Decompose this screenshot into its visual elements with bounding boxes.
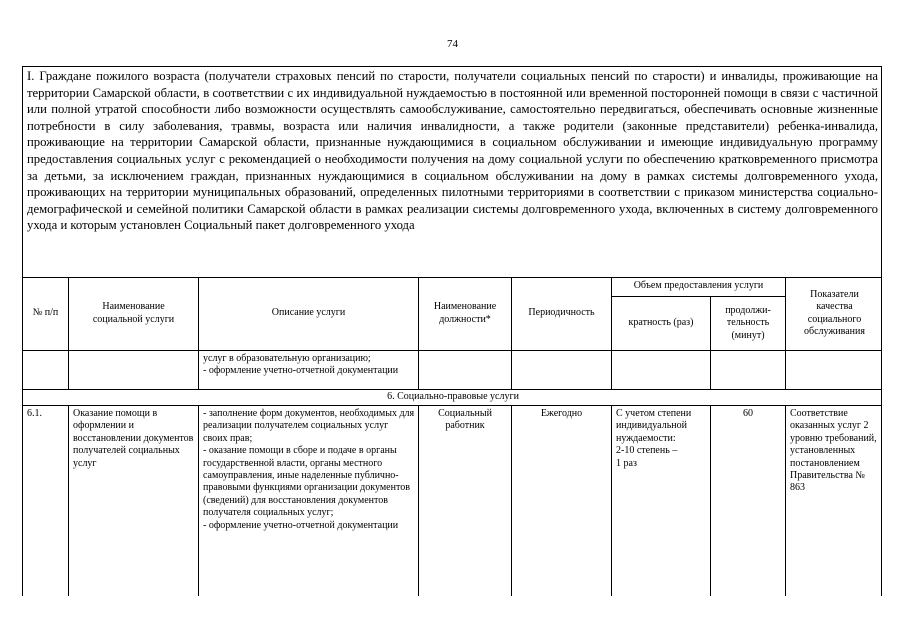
header-periodicity: Периодичность <box>528 307 595 319</box>
header-num: № п/п <box>32 307 59 319</box>
page-number: 74 <box>447 38 458 50</box>
continuation-description: услуг в образовательную организацию; - оформление учетно-отчетной документации <box>203 353 399 377</box>
header-duration: продолжи-тельность (минут) <box>725 304 771 341</box>
rule-header-bottom <box>23 350 882 351</box>
header-description: Описание услуги <box>271 307 346 319</box>
row-divider-4 <box>511 405 512 596</box>
row-position: Социальный работник <box>438 408 492 432</box>
row-quality: Соответствие оказанных услуг 2 уровню требований, установленных постановлением Правительства № 863 <box>790 408 877 494</box>
header-quality: Показатели качества социального обслуживания <box>804 288 865 337</box>
row-service-name: Оказание помощи в оформлении и восстановлении документов получателей социальных услуг <box>73 408 194 469</box>
header-position: Наименование должности* <box>433 301 497 325</box>
row-description: - заполнение форм документов, необходимых для реализации получателем социальных услуг своих прав; - оказание помощи в сборе и подаче в органы государственной власти, органы местного самоуправления, иные наделенные публично-правовыми функциями организации документов (сведений) для восстановления документов получателя социальных услуг; - оформление учетно-отчетной документации <box>203 408 415 531</box>
section-title: 6. Социально-правовые услуги <box>387 391 519 403</box>
row-frequency: С учетом степени индивидуальной нуждаемости: 2-10 степень – 1 раз <box>616 408 692 469</box>
row-duration: 60 <box>743 408 753 419</box>
row-periodicity: Ежегодно <box>540 408 583 419</box>
row-divider-6 <box>710 405 711 596</box>
row-num: 6.1. <box>27 408 42 419</box>
header-frequency: кратность (раз) <box>628 317 694 329</box>
row-divider-3 <box>418 405 419 596</box>
header-volume: Объем предоставления услуги <box>633 280 764 292</box>
header-service-name: Наименование социальной услуги <box>92 301 175 325</box>
document-table <box>22 66 882 596</box>
category-description: I. Граждане пожилого возраста (получатели страховых пенсий по старости, получатели социальных пенсий по старости) и инвалиды, проживающие на территории Самарской области, в соответствии с их индивидуальной нуждаемостью в постоянной или временной посторонней помощи в связи с частичной или полной утратой способности либо возможности осуществлять самообслуживание, самостоятельно передвигаться, обеспечивать основные жизненные потребности в силу заболевания, травмы, возраста или наличия инвалидности, а также родители (законные представители) ребенка-инвалида, проживающие на территории Самарской области, признанные нуждающимися в социальном обслуживании и имеющие индивидуальную программу предоставления социальных услуг с рекомендацией о необходимости получения на дому социальной услуги по обеспечению кратковременного присмотра за детьми, за исключением граждан, признанных нуждающимися в социальном обслуживании на дому в рамках системы долговременного ухода, проживающих на территории муниципальных образований, определенных пилотными территориями в соответствии с приказом министерства социально-демографической и семейной политики Самарской области в рамках реализации системы долговременного ухода, включенных в систему долговременного ухода и которым установлен Социальный пакет долговременного ухода <box>27 69 878 233</box>
